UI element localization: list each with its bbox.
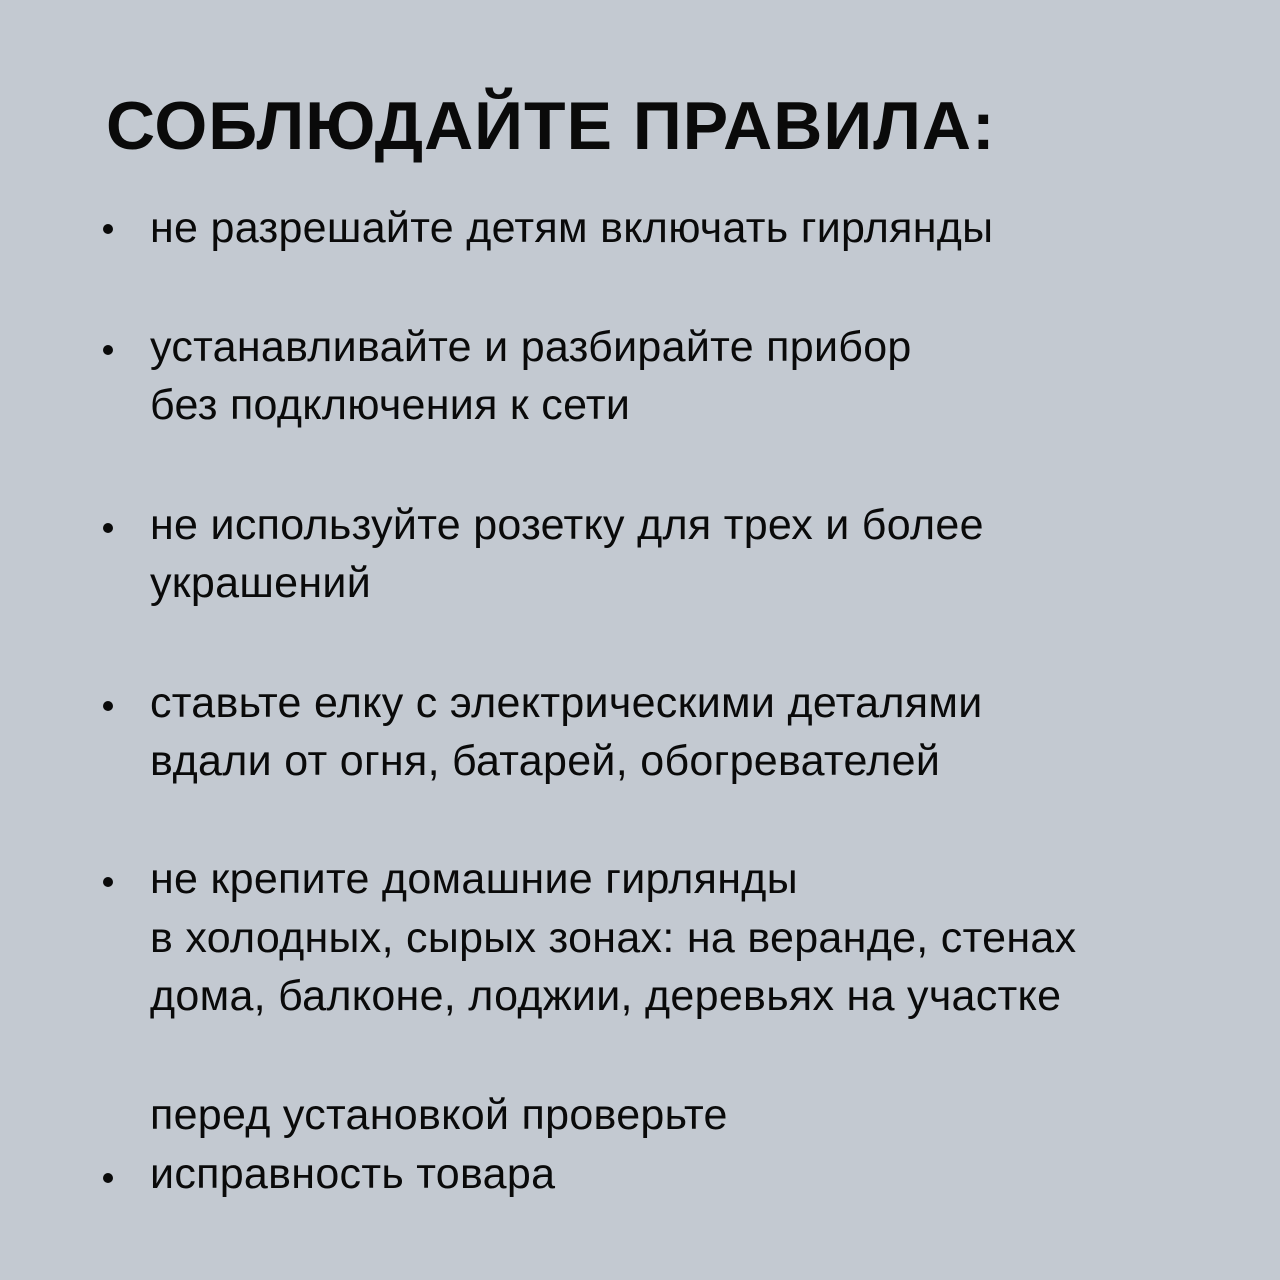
rule-text: вдали от огня, батарей, обогревателей	[150, 737, 941, 785]
bullet-icon	[103, 345, 113, 355]
rule-text: исправность товара	[150, 1150, 556, 1198]
rule-text: ставьте елку с электрическими деталями	[150, 679, 983, 727]
rule-text: перед установкой проверьте	[150, 1091, 728, 1139]
bullet-icon	[103, 523, 113, 533]
page-title: СОБЛЮДАЙТЕ ПРАВИЛА:	[106, 88, 996, 164]
rule-text: дома, балконе, лоджии, деревьях на участке	[150, 972, 1062, 1020]
rule-text: устанавливайте и разбирайте прибор	[150, 323, 912, 371]
rule-text: украшений	[150, 559, 372, 607]
rule-text: не крепите домашние гирлянды	[150, 855, 798, 903]
rule-text: в холодных, сырых зонах: на веранде, стенах	[150, 914, 1077, 962]
rule-text: без подключения к сети	[150, 381, 631, 429]
bullet-icon	[103, 224, 113, 234]
rule-text: не разрешайте детям включать гирлянды	[150, 204, 994, 252]
rule-text: не используйте розетку для трех и более	[150, 501, 984, 549]
bullet-icon	[103, 701, 113, 711]
bullet-icon	[103, 1173, 113, 1183]
bullet-icon	[103, 877, 113, 887]
